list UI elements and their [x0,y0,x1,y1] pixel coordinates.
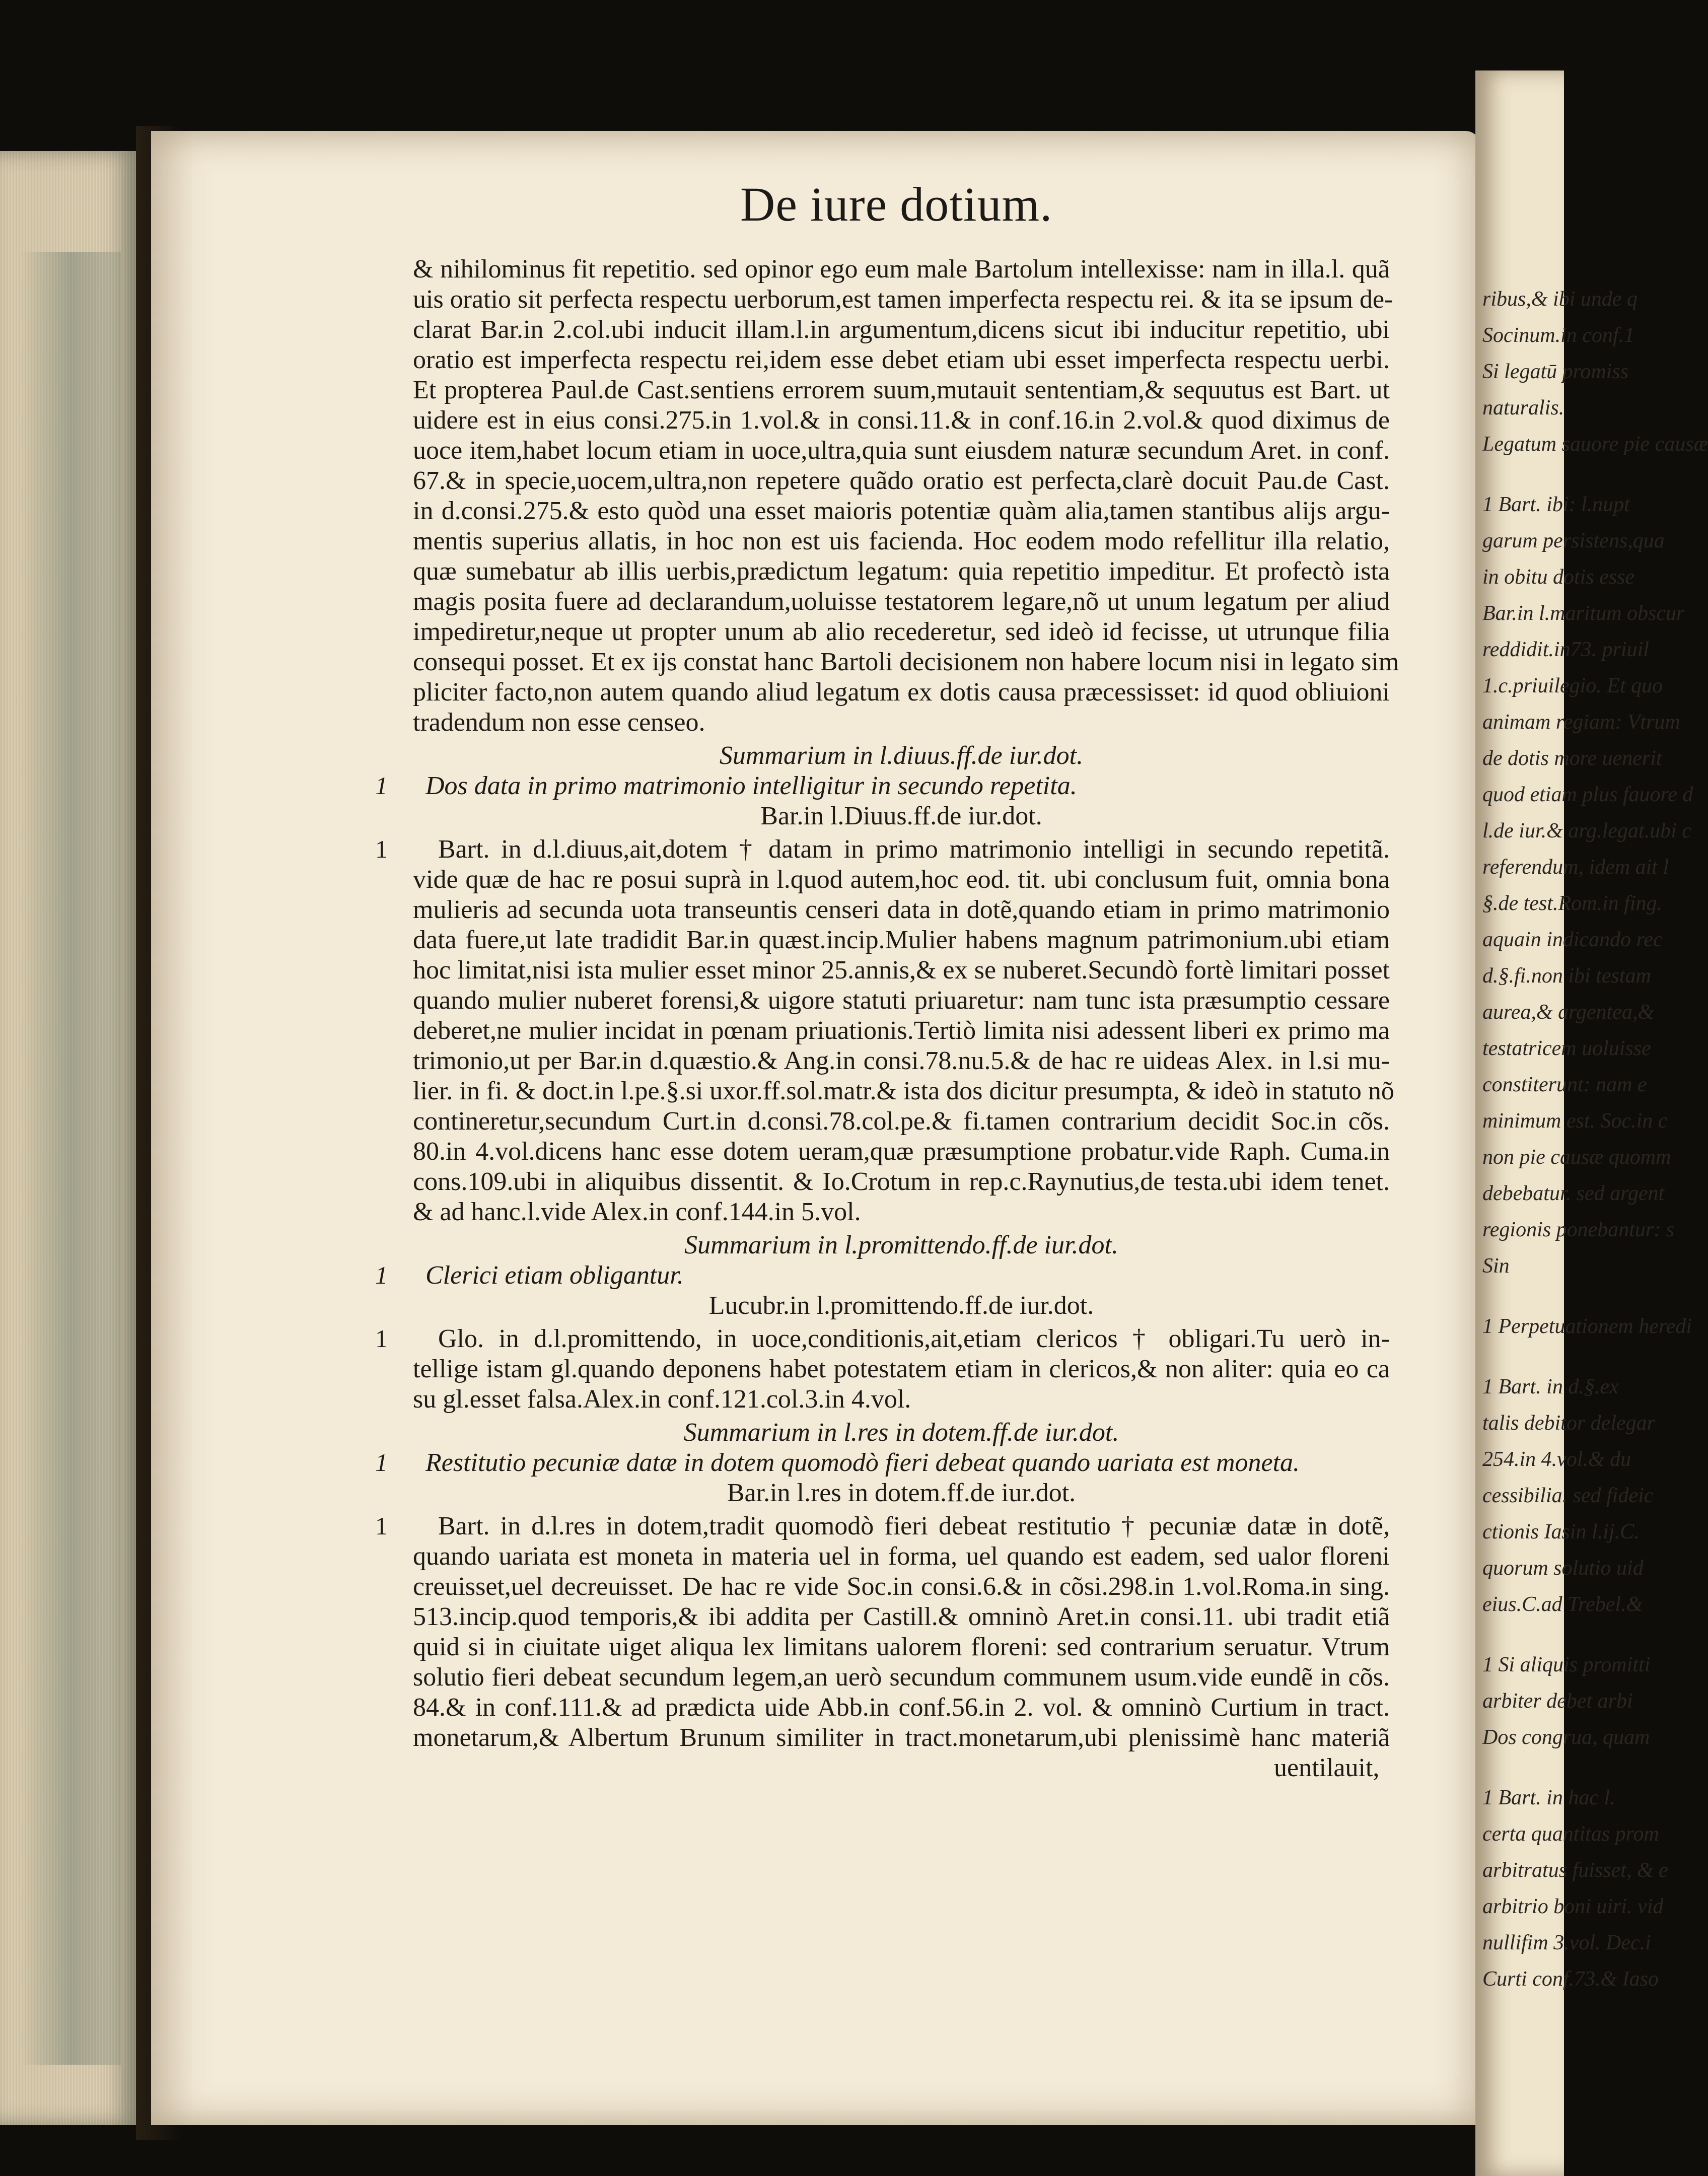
text-line: solutio fieri debeat secundum legem,an uerò secundum communem usum.vide eundẽ in cõs. [413,1663,1390,1692]
facing-page-line: garum persistens,qua [1482,529,1665,552]
summary-number: 1 [375,1448,388,1477]
text-line: trimonio,ut per Bar.in d.quæstio.& Ang.in consi.78.nu.5.& de hac re uideas Alex. in l.si mu- [413,1046,1390,1075]
facing-page-line: debebatur. sed argent [1482,1182,1665,1205]
text-line: pliciter facto,non autem quando aliud legatum ex dotis causa præcessisset: id quod obliuioni [413,678,1390,707]
text-line: clarat Bar.in 2.col.ubi inducit illam.l.in argumentum,dicens sicut ibi inducitur repetitio, ubi [413,315,1390,344]
facing-page-line: Si legatū promiss [1482,360,1629,383]
facing-page-line: animam regiam: Vtrum [1482,711,1680,734]
text-line: quando uariata est moneta in materia uel in forma, uel quando est eadem, sed ualor floreni [413,1542,1390,1571]
facing-page-line: arbitratus fuisset, & e [1482,1859,1668,1882]
text-line: uoce item,habet locum etiam in uoce,ultra,quia sunt eiusdem naturæ secundum Aret. in conf. [413,436,1390,465]
text-line: monetarum,& Albertum Brunum similiter in tract.monetarum,ubi plenissimè hanc materiã [413,1723,1390,1752]
text-line: tradendum non esse censeo. [413,708,705,737]
paragraph-number: 1 [375,1512,388,1540]
text-line: impediretur,neque ut propter unum ab alio recederetur, sed ideò id fecisse, ut utrunque filia [413,617,1390,646]
summary-number: 1 [375,771,388,800]
facing-page-line: ctionis Iasin l.ij.C. [1482,1520,1640,1543]
reference-heading: Bar.in l.Diuus.ff.de iur.dot. [760,802,1042,830]
facing-page-line: regionis ponebantur: s [1482,1218,1675,1241]
facing-page-line: talis debitor delegar [1482,1412,1655,1435]
facing-page-line: quod etiam plus fauore d [1482,783,1693,806]
summary-heading: Summarium in l.promittendo.ff.de iur.dot. [684,1231,1118,1259]
facing-page-line: ribus,& ibi unde q [1482,288,1638,311]
text-line: 84.& in conf.111.& ad prædicta uide Abb.in conf.56.in 2. vol. & omninò Curtium in tract. [413,1693,1390,1722]
text-line: Et propterea Paul.de Cast.sentiens errorem suum,mutauit sententiam,& sequutus est Bart. ut [413,376,1390,404]
text-line: data fuere,ut late tradidit Bar.in quæst.incip.Mulier habens magnum patrimonium.ubi etiam [413,926,1390,954]
facing-page-line: 1 Bart. ibi: l.nupt [1482,493,1630,516]
text-line: Bart. in d.l.diuus,ait,dotem † datam in primo matrimonio intelligi in secundo repetitã. [438,835,1390,864]
facing-page-line: reddidit.in73. priuil [1482,638,1649,661]
facing-page-line: 1.c.priuilegio. Et quo [1482,674,1663,697]
text-line: su gl.esset falsa.Alex.in conf.121.col.3.in 4.vol. [413,1385,911,1414]
reference-heading: Lucubr.in l.promittendo.ff.de iur.dot. [708,1291,1094,1320]
book-page-edges [0,151,136,2125]
text-line: consequi posset. Et ex ijs constat hanc Bartoli decisionem non habere locum nisi in legato sim [413,648,1399,676]
facing-page-line: 1 Perpetuationem heredi [1482,1315,1692,1338]
facing-page-line: 1 Bart. in hac l. [1482,1786,1615,1809]
text-line: in d.consi.275.& esto quòd una esset maioris potentiæ quàm alia,tamen stantibus alijs argu- [413,497,1390,525]
summary-number: 1 [375,1261,388,1289]
text-line: quid si in ciuitate uiget aliqua lex limitans ualorem floreni: sed contrarium seruatur. Vtrum [413,1633,1390,1661]
facing-page-line: eius.C.ad Trebel.& [1482,1593,1643,1616]
text-line: uidere est in eius consi.275.in 1.vol.& in consi.11.& in conf.16.in 2.vol.& quod diximus de [413,406,1390,435]
text-line: magis posita fuere ad declarandum,uoluisse testatorem legare,nõ ut unum legatum per aliud [413,587,1390,616]
text-line: lier. in fi. & doct.in l.pe.§.si uxor.ff.sol.matr.& ista dos dicitur presumpta, & ideò in statuto nõ [413,1077,1394,1105]
paragraph-number: 1 [375,835,388,863]
facing-page-line: 254.in 4.vol.& du [1482,1448,1631,1471]
text-line: & nihilominus fit repetitio. sed opinor ego eum male Bartolum intellexisse: nam in illa.l. quã [413,255,1390,284]
facing-page-line: arbiter debet arbi [1482,1690,1633,1713]
text-line: creuisset,uel decreuisset. De hac re vide Soc.in consi.6.& in cõsi.298.in 1.vol.Roma.in sing. [413,1572,1390,1601]
facing-page-line: cessibilia. sed fideic [1482,1484,1654,1507]
facing-page-line: constiterunt: nam e [1482,1073,1647,1096]
facing-page-line: l.de iur.& arg.legat.ubi c [1482,819,1691,843]
text-line: Glo. in d.l.promittendo, in uoce,conditionis,ait,etiam clericos † obligari.Tu uerò in- [438,1324,1390,1353]
facing-page-line: de dotis more uenerit [1482,747,1662,770]
text-line: 513.incip.quod temporis,& ibi addita per Castill.& omninò Aret.in consi.11. ubi tradit etiã [413,1602,1390,1631]
text-line: 80.in 4.vol.dicens hanc esse dotem ueram,quæ præsumptione probatur.vide Raph. Cuma.in [413,1137,1390,1166]
facing-page-line: minimum est. Soc.in c [1482,1109,1668,1133]
facing-page-line: aurea,& argentea,& [1482,1001,1655,1024]
paragraph-number: 1 [375,1324,388,1353]
text-line: mulieris ad secunda uota transeuntis censeri data in dotẽ,quando etiam in primo matrimonio [413,895,1390,924]
facing-page-line: arbitrio boni uiri. vid [1482,1895,1664,1918]
facing-page-line: 1 Bart. in d.§.ex [1482,1375,1619,1398]
catchword: uentilauit, [1274,1753,1380,1782]
facing-page-line: aquain indicando rec [1482,928,1663,951]
running-head: De iure dotium. [740,177,1053,231]
facing-page-line: certa quantitas prom [1482,1822,1659,1846]
text-line: deberet,ne mulier incidat in pœnam priuationis.Tertiò limita nisi adessent liberi ex primo ma [413,1016,1390,1045]
facing-page-line: non pie causæ quomm [1482,1146,1671,1169]
facing-page-line: Socinum.in conf.1 [1482,324,1635,347]
text-line: tellige istam gl.quando deponens habet potestatem etiam in clericos,& non aliter: quia eo ca [413,1355,1390,1383]
facing-page [1475,71,1708,2176]
text-line: Bart. in d.l.res in dotem,tradit quomodò fieri debeat restitutio † pecuniæ datæ in dotẽ, [438,1512,1390,1540]
text-line: oratio est imperfecta respectu rei,idem esse debet etiam ubi esset imperfecta respectu uerbi. [413,345,1390,374]
facing-page-line: Curti conf.73.& Iaso [1482,1968,1659,1991]
facing-page-line: Sin [1482,1254,1510,1278]
summary-item: Restitutio pecuniæ datæ in dotem quomodò fieri debeat quando uariata est moneta. [425,1448,1300,1477]
text-line: vide quæ de hac re posui suprà in l.quod autem,hoc eod. tit. ubi conclusum fuit, omnia bona [413,865,1390,894]
facing-page-line: in obitu dotis esse [1482,566,1635,589]
text-line: cons.109.ubi in aliquibus dissentit. & Io.Crotum in rep.c.Raynutius,de testa.ubi idem tenet. [413,1167,1390,1196]
summary-item: Dos data in primo matrimonio intelligitur in secundo repetita. [425,771,1077,800]
facing-page-line: Legatum sauore pie causæ [1482,433,1708,456]
facing-page-line: 1 Si aliquis promitti [1482,1653,1651,1676]
summary-heading: Summarium in l.res in dotem.ff.de iur.dot. [683,1418,1119,1447]
facing-page-line: naturalis. [1482,396,1564,419]
summary-item: Clerici etiam obligantur. [425,1261,684,1290]
facing-page-line: d.§.fi.non ibi testam [1482,964,1651,988]
facing-page-line: Bar.in l.maritum obscur [1482,602,1685,625]
text-line: uis oratio sit perfecta respectu uerborum,est tamen imperfecta respectu rei. & ita se ipsum de- [413,285,1393,314]
text-line: quando mulier nuberet forensi,& uigore statuti priuaretur: nam tunc ista præsumptio cessare [413,986,1390,1015]
text-line: hoc limitat,nisi ista mulier esset minor 25.annis,& ex se nuberet.Secundò fortè limitari posset [413,956,1390,985]
text-line: & ad hanc.l.vide Alex.in conf.144.in 5.vol. [413,1198,861,1226]
facing-page-line: testatricem uoluisse [1482,1037,1651,1060]
summary-heading: Summarium in l.diuus.ff.de iur.dot. [719,741,1084,770]
facing-page-line: nullifim 3.vol. Dec.i [1482,1931,1651,1954]
facing-page-line: Dos congrua, quam [1482,1726,1650,1749]
text-line: 67.& in specie,uocem,ultra,non repetere quãdo oratio est perfecta,clarè docuit Pau.de Cast. [413,466,1390,495]
reference-heading: Bar.in l.res in dotem.ff.de iur.dot. [727,1479,1076,1507]
facing-page-line: quorum solutio uid [1482,1557,1644,1580]
facing-page-line: referendum, idem ait l [1482,856,1669,879]
text-line: contineretur,secundum Curt.in d.consi.78.col.pe.& fi.tamen contrarium decidit Soc.in cõs. [413,1107,1390,1136]
text-line: mentis superius allatis, in hoc non est uis facienda. Hoc eodem modo refellitur illa relatio, [413,527,1390,555]
text-line: quæ sumebatur ab illis uerbis,prædictum legatum: quia repetitio impeditur. Et profectò ista [413,557,1390,586]
facing-page-line: §.de test.Rom.in fing. [1482,892,1662,915]
